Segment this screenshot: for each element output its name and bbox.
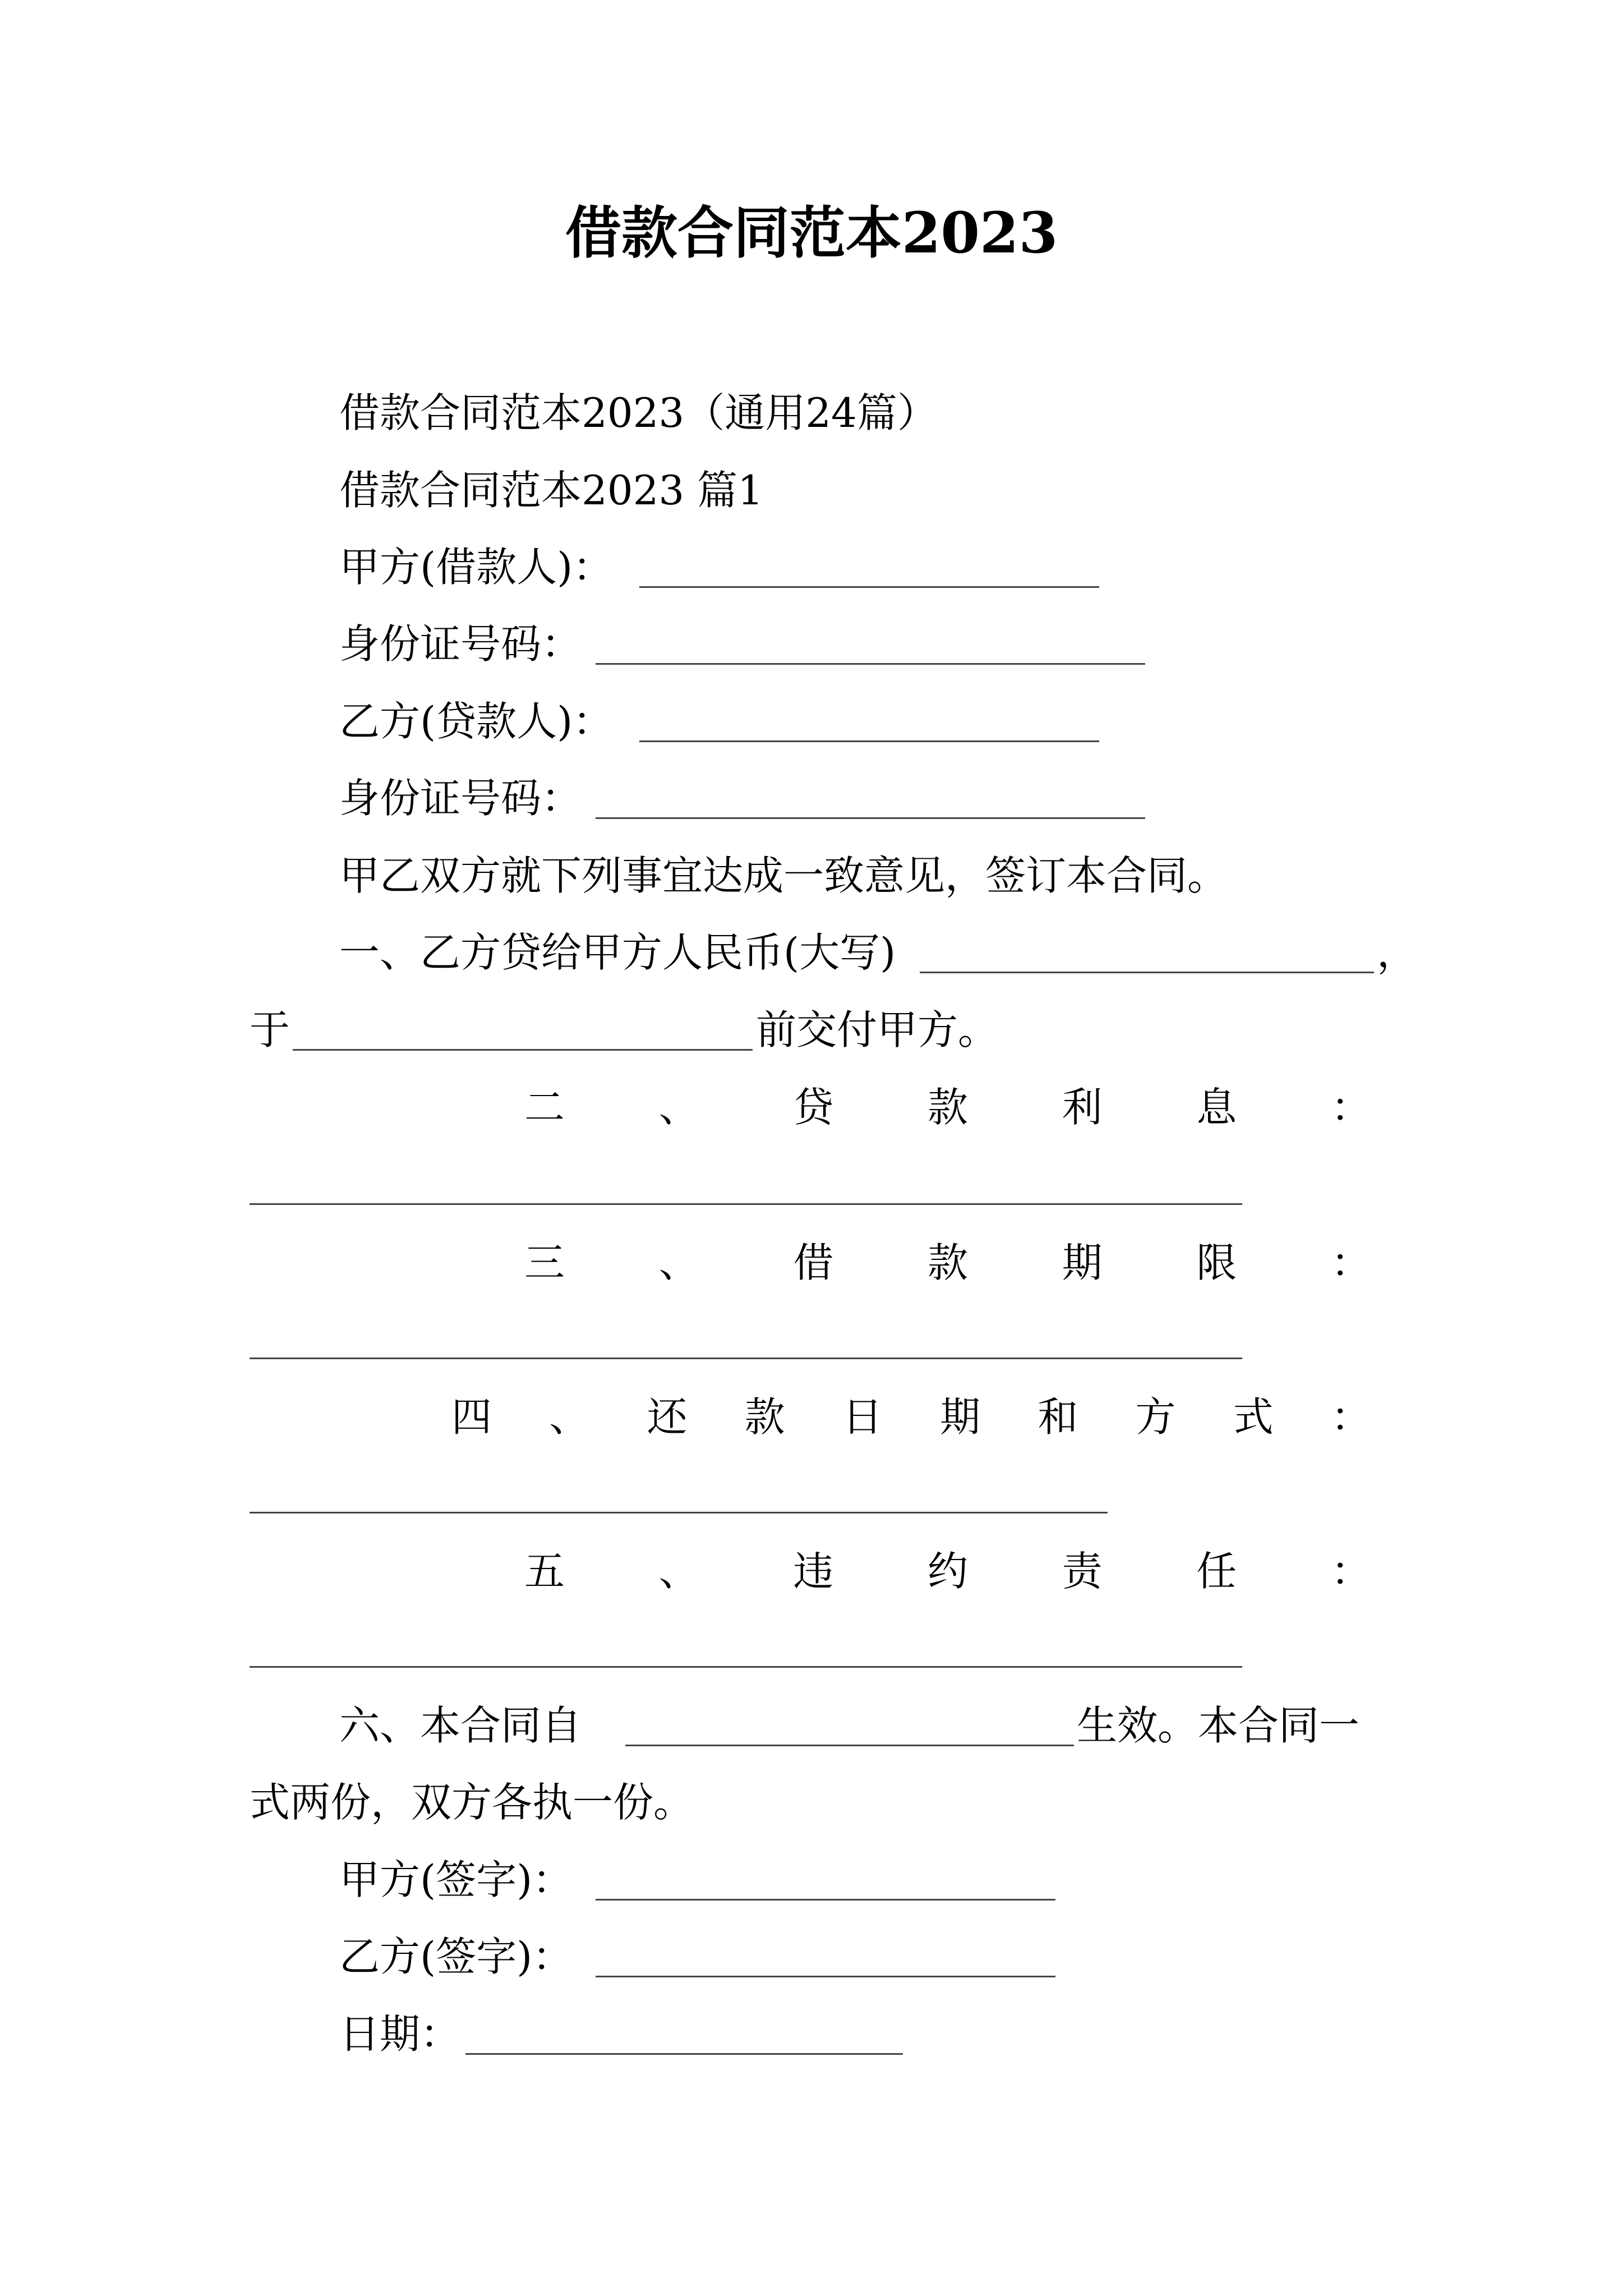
- clause4-char: 期: [940, 1393, 981, 1441]
- clause3-char: 期: [1062, 1239, 1103, 1286]
- clause3-blank[interactable]: [250, 1358, 1242, 1359]
- id-a-label: 身份证号码：: [339, 620, 582, 668]
- clause2-char: 息: [1196, 1084, 1237, 1131]
- clause2-char: ：: [1330, 1084, 1371, 1131]
- party-a-label: 甲方(借款人)：: [339, 544, 614, 591]
- sign-a-blank[interactable]: [596, 1899, 1055, 1901]
- clause1-date-blank[interactable]: [293, 1049, 753, 1051]
- sign-b-blank[interactable]: [596, 1976, 1055, 1977]
- clause4-char: 、: [549, 1393, 590, 1441]
- clause3-char: 款: [927, 1239, 968, 1286]
- clause4-char: 还: [647, 1393, 688, 1441]
- clause2-char: 二: [524, 1084, 565, 1131]
- clause4-char: 日: [842, 1393, 883, 1441]
- clause3-char: 、: [658, 1239, 699, 1286]
- intro-text: 甲乙双方就下列事宜达成一致意见，签订本合同。: [339, 852, 1228, 899]
- clause3-char: ：: [1330, 1239, 1371, 1286]
- clause2-blank[interactable]: [250, 1203, 1242, 1205]
- clause2-heading: [524, 1084, 1371, 1131]
- clause5-char: ：: [1330, 1548, 1371, 1595]
- clause5-heading: [524, 1548, 1371, 1595]
- clause2-char: 利: [1062, 1084, 1103, 1131]
- clause3-heading: [524, 1239, 1371, 1286]
- clause1-comma: ，: [1377, 929, 1418, 976]
- clause5-blank[interactable]: [250, 1666, 1242, 1668]
- clause3-char: 三: [524, 1239, 565, 1286]
- party-a-blank[interactable]: [639, 586, 1099, 588]
- clause5-char: 责: [1062, 1548, 1103, 1595]
- id-b-label: 身份证号码：: [339, 775, 582, 822]
- clause4-char: 款: [744, 1393, 785, 1441]
- clause1-line2-prefix: 于: [250, 1006, 291, 1053]
- clause6-line2: 式两份，双方各执一份。: [250, 1779, 694, 1826]
- date-label: 日期：: [339, 2010, 461, 2058]
- date-blank[interactable]: [465, 2053, 903, 2055]
- party-b-label: 乙方(贷款人)：: [339, 698, 614, 745]
- clause4-blank[interactable]: [250, 1512, 1108, 1513]
- clause4-char: 和: [1038, 1393, 1078, 1441]
- document-subtitle: 借款合同范本2023（通用24篇）: [339, 389, 938, 436]
- clause6-date-blank[interactable]: [625, 1745, 1074, 1746]
- clause3-char: 借: [793, 1239, 834, 1286]
- clause5-char: 任: [1196, 1548, 1237, 1595]
- clause4-char: ：: [1330, 1393, 1371, 1441]
- clause2-char: 、: [658, 1084, 699, 1131]
- clause4-heading: [451, 1393, 1371, 1441]
- sign-a-label: 甲方(签字)：: [339, 1856, 573, 1903]
- clause3-char: 限: [1196, 1239, 1237, 1286]
- clause4-char: 式: [1233, 1393, 1274, 1441]
- id-a-blank[interactable]: [596, 663, 1145, 665]
- clause5-char: 、: [658, 1548, 699, 1595]
- clause1-prefix: 一、乙方贷给甲方人民币(大写): [339, 929, 896, 976]
- clause5-char: 五: [524, 1548, 565, 1595]
- clause6-prefix: 六、本合同自: [339, 1702, 582, 1749]
- sign-b-label: 乙方(签字)：: [339, 1933, 573, 1980]
- clause1-line2-suffix: 前交付甲方。: [756, 1006, 999, 1053]
- id-b-blank[interactable]: [596, 817, 1145, 819]
- clause4-char: 方: [1135, 1393, 1176, 1441]
- clause5-char: 约: [927, 1548, 968, 1595]
- clause4-char: 四: [451, 1393, 492, 1441]
- clause2-char: 款: [927, 1084, 968, 1131]
- party-b-blank[interactable]: [639, 740, 1099, 742]
- clause1-amount-blank[interactable]: [920, 972, 1374, 973]
- section-heading: 借款合同范本2023 篇1: [339, 467, 763, 514]
- clause5-char: 违: [793, 1548, 834, 1595]
- clause2-char: 贷: [793, 1084, 834, 1131]
- document-title: 借款合同范本2023: [565, 200, 1058, 266]
- clause6-suffix: 生效。本合同一: [1077, 1702, 1360, 1749]
